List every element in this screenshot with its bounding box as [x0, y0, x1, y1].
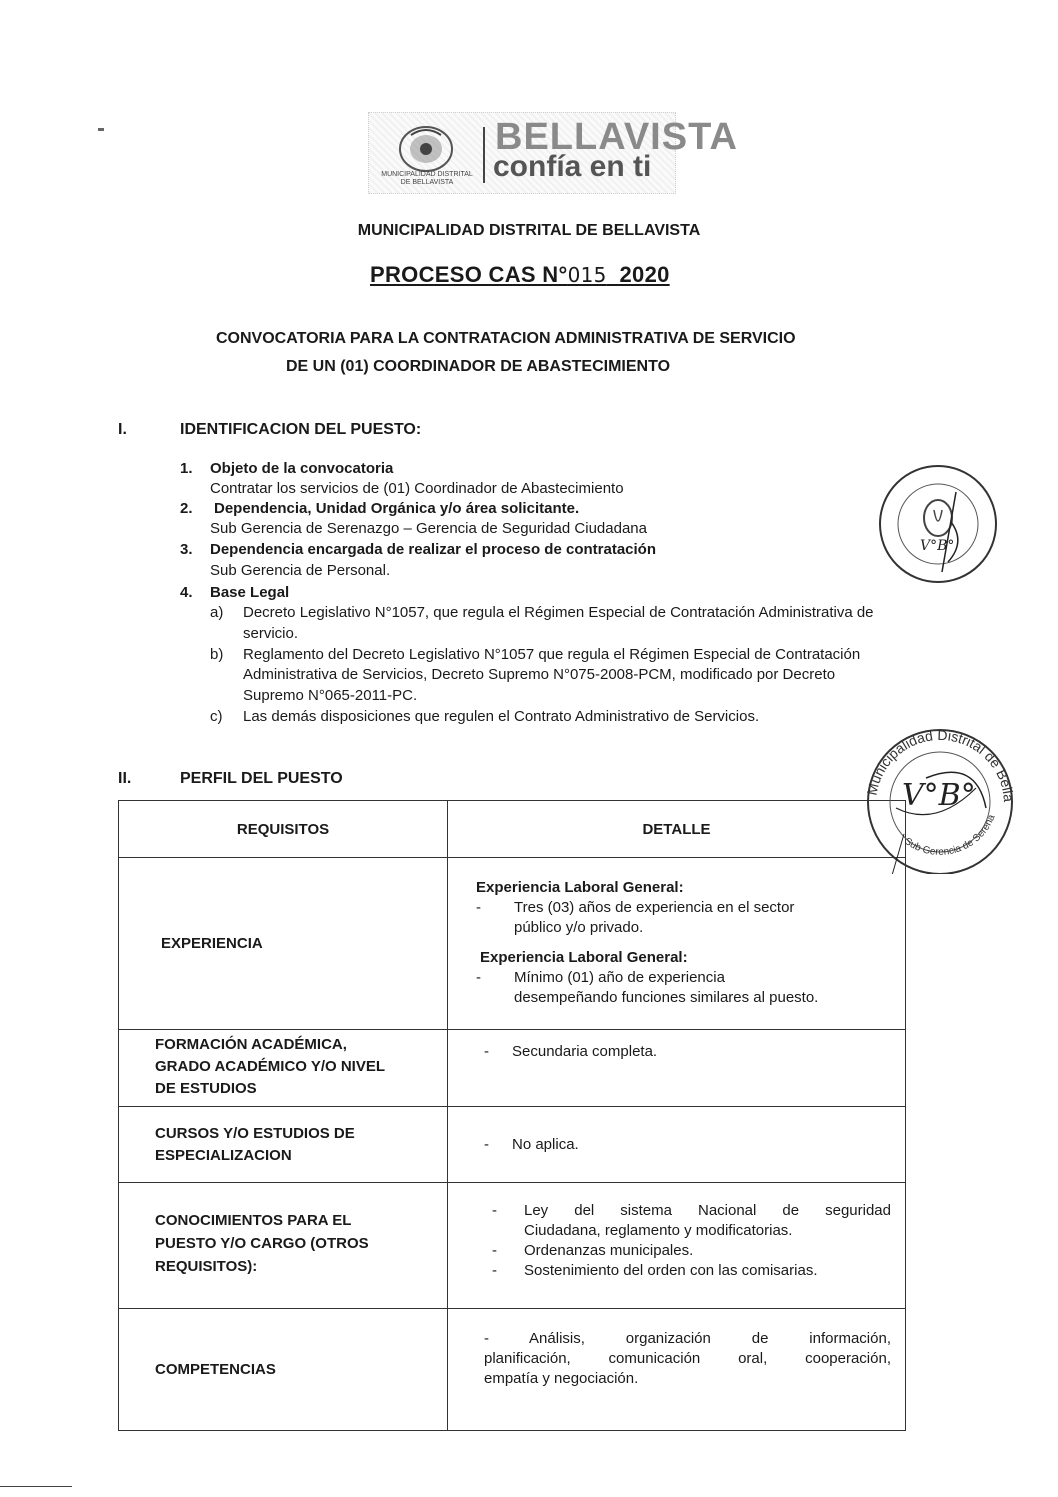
- legal-a-line2: servicio.: [243, 625, 299, 642]
- cursos-detail-text: No aplica.: [512, 1136, 579, 1153]
- exp-bullet-1-line2: público y/o privado.: [514, 919, 644, 936]
- stamp2-ring-top: Municipalidad Distrital de Bella: [863, 726, 1018, 803]
- process-prefix: PROCESO CAS N°: [370, 262, 568, 287]
- legal-c-letter: c): [210, 708, 223, 725]
- logo-divider: [483, 127, 485, 183]
- table-row-competencias: [119, 1309, 906, 1431]
- exp-bullet-2-line1: Mínimo (01) año de experiencia: [514, 969, 725, 986]
- table-row-experiencia: [119, 858, 906, 1030]
- conocimientos-bullet-1: - Ley del sistema Nacional de seguridad Ciudadana, reglamento y modificatorias.: [492, 1202, 891, 1239]
- item2-title: Dependencia, Unidad Orgánica y/o área solicitante.: [214, 500, 580, 517]
- process-title: [370, 262, 670, 288]
- table-header-row: [119, 801, 906, 858]
- legal-a-letter: a): [210, 604, 224, 621]
- section1-title: IDENTIFICACION DEL PUESTO:: [180, 421, 422, 438]
- conocimientos-bullet-1-line2: Ciudadana, reglamento y modificatorias.: [524, 1222, 793, 1239]
- logo-brand-line1: BELLAVISTA: [495, 116, 738, 158]
- item3-number: 3.: [180, 541, 193, 558]
- exp-bullet-2: - Mínimo (01) año de experiencia desempeñando funciones similares al puesto.: [476, 969, 819, 1006]
- section2-title: PERFIL DEL PUESTO: [180, 770, 343, 787]
- legal-b-line3: Supremo N°065-2011-PC.: [243, 687, 418, 704]
- conocimientos-bullet-1-line1: Ley del sistema Nacional de seguridad: [524, 1202, 891, 1219]
- conocimientos-label-line3: REQUISITOS):: [155, 1258, 258, 1275]
- cursos-label-line2: ESPECIALIZACION: [155, 1147, 292, 1164]
- item4-number: 4.: [180, 584, 193, 601]
- competencias-line1: - Análisis, organización de información,: [484, 1330, 891, 1347]
- legal-b-letter: b): [210, 646, 224, 663]
- cursos-detail: - No aplica.: [484, 1136, 579, 1153]
- process-year: 2020: [619, 262, 670, 287]
- label-experiencia: EXPERIENCIA: [161, 934, 263, 952]
- item3-title: Dependencia encargada de realizar el proceso de contratación: [210, 541, 656, 558]
- legal-b-line2: Administrativa de Servicios, Decreto Supremo N°075-2008-PCM, modificado por Decreto: [243, 666, 836, 683]
- conocimientos-bullet-3-text: Sostenimiento del orden con las comisarias.: [524, 1262, 818, 1279]
- exp-bullet-2-line2: desempeñando funciones similares al puesto.: [514, 989, 819, 1006]
- seguridad-ciudadana-stamp: [876, 462, 1000, 586]
- conocimientos-bullet-2: - Ordenanzas municipales.: [492, 1242, 694, 1259]
- competencias-line3: empatía y negociación.: [484, 1370, 639, 1387]
- section1-number: I.: [118, 421, 127, 438]
- logo-brand-line2: confía en ti: [493, 150, 652, 183]
- stamp2-ring-bottom: Sub Gerencia de Serena: [902, 813, 998, 858]
- item2-text: Sub Gerencia de Serenazgo – Gerencia de Seguridad Ciudadana: [210, 520, 647, 537]
- formacion-detail-text: Secundaria completa.: [512, 1043, 658, 1060]
- conocimientos-label-line1: CONOCIMIENTOS PARA EL: [155, 1212, 352, 1229]
- scan-edge-line: [0, 1486, 72, 1487]
- header-requisitos: REQUISITOS: [119, 801, 448, 858]
- legal-c-line1: Las demás disposiciones que regulen el Contrato Administrativo de Servicios.: [243, 708, 760, 725]
- conocimientos-bullet-2-text: Ordenanzas municipales.: [524, 1242, 694, 1259]
- cursos-label-line1: CURSOS Y/O ESTUDIOS DE: [155, 1125, 355, 1142]
- exp-bullet-1-line1: Tres (03) años de experiencia en el sector: [514, 899, 795, 916]
- formacion-detail: - Secundaria completa.: [484, 1043, 658, 1060]
- item1-title: Objeto de la convocatoria: [210, 460, 394, 477]
- process-number-handwritten: 015: [567, 263, 607, 287]
- formacion-label-line1: FORMACIÓN ACADÉMICA,: [155, 1036, 347, 1053]
- conocimientos-bullet-3: - Sostenimiento del orden con las comisarias.: [492, 1262, 818, 1279]
- formacion-label-line3: DE ESTUDIOS: [155, 1080, 257, 1097]
- serenazgo-stamp: [856, 718, 1024, 874]
- stamp-seal-icon: [876, 462, 1000, 586]
- exp-bullet-1: - Tres (03) años de experiencia en el sector público y/o privado.: [476, 899, 795, 936]
- convocatoria-line1: CONVOCATORIA PARA LA CONTRATACION ADMINISTRATIVA DE SERVICIO: [216, 330, 796, 347]
- institution-title: MUNICIPALIDAD DISTRITAL DE BELLAVISTA: [357, 222, 701, 239]
- competencias-line2: planificación, comunicación oral, cooperación,: [484, 1350, 891, 1367]
- item2-number: 2.: [180, 500, 193, 517]
- stamp2-vb: V°B°: [902, 778, 976, 813]
- formacion-label-line2: GRADO ACADÉMICO Y/O NIVEL: [155, 1058, 386, 1075]
- item4-title: Base Legal: [210, 584, 290, 601]
- item1-number: 1.: [180, 460, 193, 477]
- stamp1-vb: V°B°: [920, 538, 955, 554]
- exp-heading-2: Experiencia Laboral General:: [480, 949, 688, 966]
- competencias-label: COMPETENCIAS: [155, 1360, 276, 1378]
- scan-mark: [98, 128, 104, 131]
- section2-number: II.: [118, 770, 132, 787]
- requirements-table: [118, 800, 906, 1431]
- item1-text: Contratar los servicios de (01) Coordinador de Abastecimiento: [210, 480, 624, 497]
- header-detalle: DETALLE: [448, 801, 906, 858]
- exp-heading-1: Experiencia Laboral General:: [476, 879, 684, 896]
- convocatoria-line2: DE UN (01) COORDINADOR DE ABASTECIMIENTO: [286, 358, 671, 375]
- legal-b-line1: Reglamento del Decreto Legislativo N°1057 que regula el Régimen Especial de Contratación: [243, 646, 861, 663]
- item3-text: Sub Gerencia de Personal.: [210, 562, 391, 579]
- table-row-formacion: [119, 1030, 906, 1107]
- logo-caption: MUNICIPALIDAD DISTRITAL DE BELLAVISTA: [381, 171, 473, 186]
- legal-a-line1: Decreto Legislativo N°1057, que regula el Régimen Especial de Contratación Administrativa de: [243, 604, 874, 621]
- crest-icon: [391, 123, 461, 175]
- municipal-logo: [368, 112, 738, 194]
- conocimientos-label-line2: PUESTO Y/O CARGO (OTROS: [155, 1235, 369, 1252]
- table-row-conocimientos: [119, 1183, 906, 1309]
- table-row-cursos: [119, 1107, 906, 1183]
